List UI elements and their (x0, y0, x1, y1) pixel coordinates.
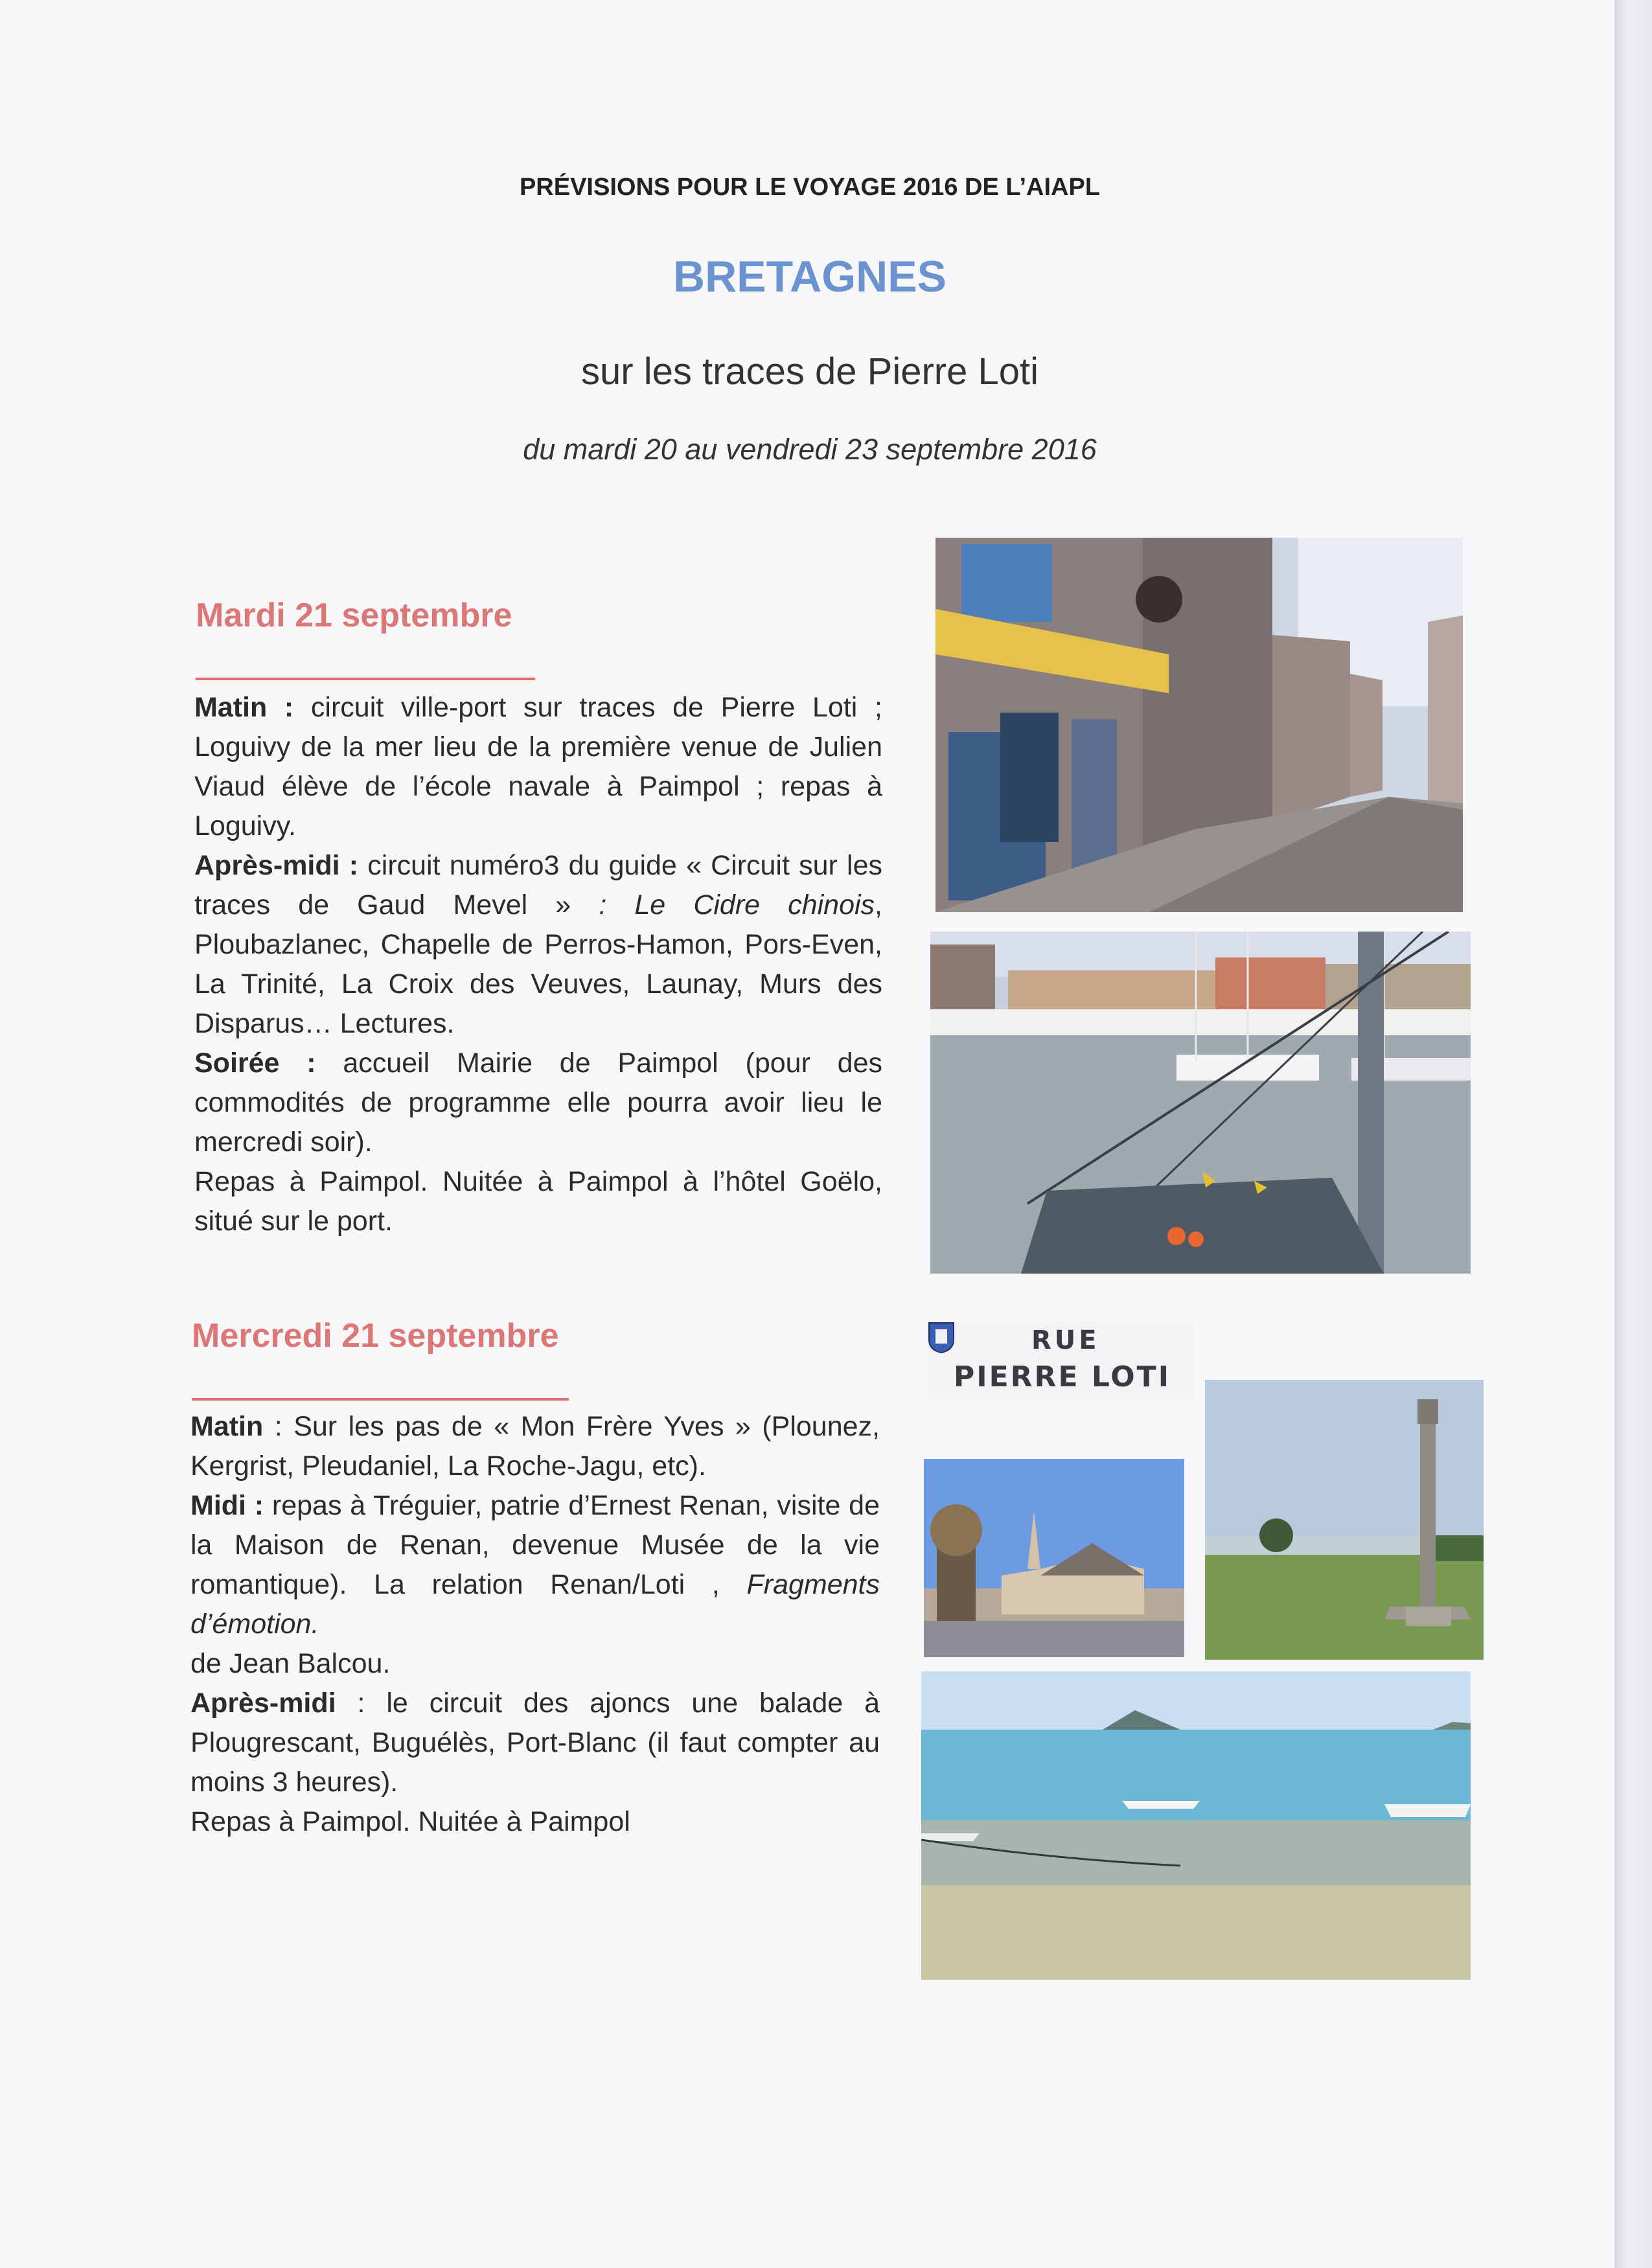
sign-line-1: RUE (1031, 1325, 1100, 1355)
day1-program (194, 688, 882, 1241)
trip-dates: du mardi 20 au vendredi 23 septembre 2016 (523, 433, 1097, 466)
day2-midi-author: de Jean Balcou. (190, 1648, 391, 1679)
day2-repas: Repas à Paimpol. Nuitée à Paimpol (190, 1806, 630, 1837)
paper-edge (1614, 0, 1652, 2268)
street-photo (935, 538, 1463, 912)
day1-underline (196, 678, 535, 680)
calvary-cross-photo (1205, 1380, 1484, 1660)
document-title: BRETAGNES (673, 252, 946, 301)
sign-line-2: PIERRE LOTI (954, 1360, 1171, 1393)
day2-heading: Mercredi 21 septembre (192, 1317, 559, 1355)
document-kicker: PRÉVISIONS POUR LE VOYAGE 2016 DE L’AIAPL (519, 174, 1101, 201)
day2-midi: Midi : repas à Tréguier, patrie d’Ernest Renan, visite de la Maison de Renan, devenue Musée de la vie romantique). La relation Renan/Loti , Fragments d’émotion. (190, 1490, 880, 1640)
day1-soiree: Soirée : accueil Mairie de Paimpol (pour des commodités de programme elle pourra avoir lieu le mercredi soir). (194, 1048, 882, 1158)
day2-matin: Matin : Sur les pas de « Mon Frère Yves » (Plounez, Kergrist, Pleudaniel, La Roche-Jagu, etc). (190, 1411, 880, 1482)
day2-apres-midi: Après-midi : le circuit des ajoncs une balade à Plougrescant, Buguélès, Port-Blanc (il faut compter au moins 3 heures). (190, 1688, 880, 1798)
day1-matin: Matin : circuit ville-port sur traces de Pierre Loti ; Loguivy de la mer lieu de la première venue de Julien Viaud élève de l’école navale à Paimpol ; repas à Loguivy. (194, 692, 882, 842)
chapel-photo (924, 1459, 1184, 1657)
harbour-photo (930, 932, 1471, 1274)
street-sign (928, 1322, 1193, 1399)
day2-underline (192, 1398, 569, 1401)
crest-icon (928, 1322, 955, 1354)
document-subtitle: sur les traces de Pierre Loti (581, 350, 1038, 393)
bay-photo (921, 1671, 1471, 1980)
day1-heading: Mardi 21 septembre (196, 597, 512, 634)
day1-repas: Repas à Paimpol. Nuitée à Paimpol à l’hôtel Goëlo, situé sur le port. (194, 1166, 882, 1237)
day2-program (190, 1407, 880, 1842)
day1-apres-midi: Après-midi : circuit numéro3 du guide « Circuit sur les traces de Gaud Mevel » : Le Cidre chinois, Ploubazlanec, Chapelle de Perros-Hamon, Pors-Even, La Trinité, La Croix des Veuves, Launay, Murs des Disparus… Lectures. (194, 850, 882, 1039)
